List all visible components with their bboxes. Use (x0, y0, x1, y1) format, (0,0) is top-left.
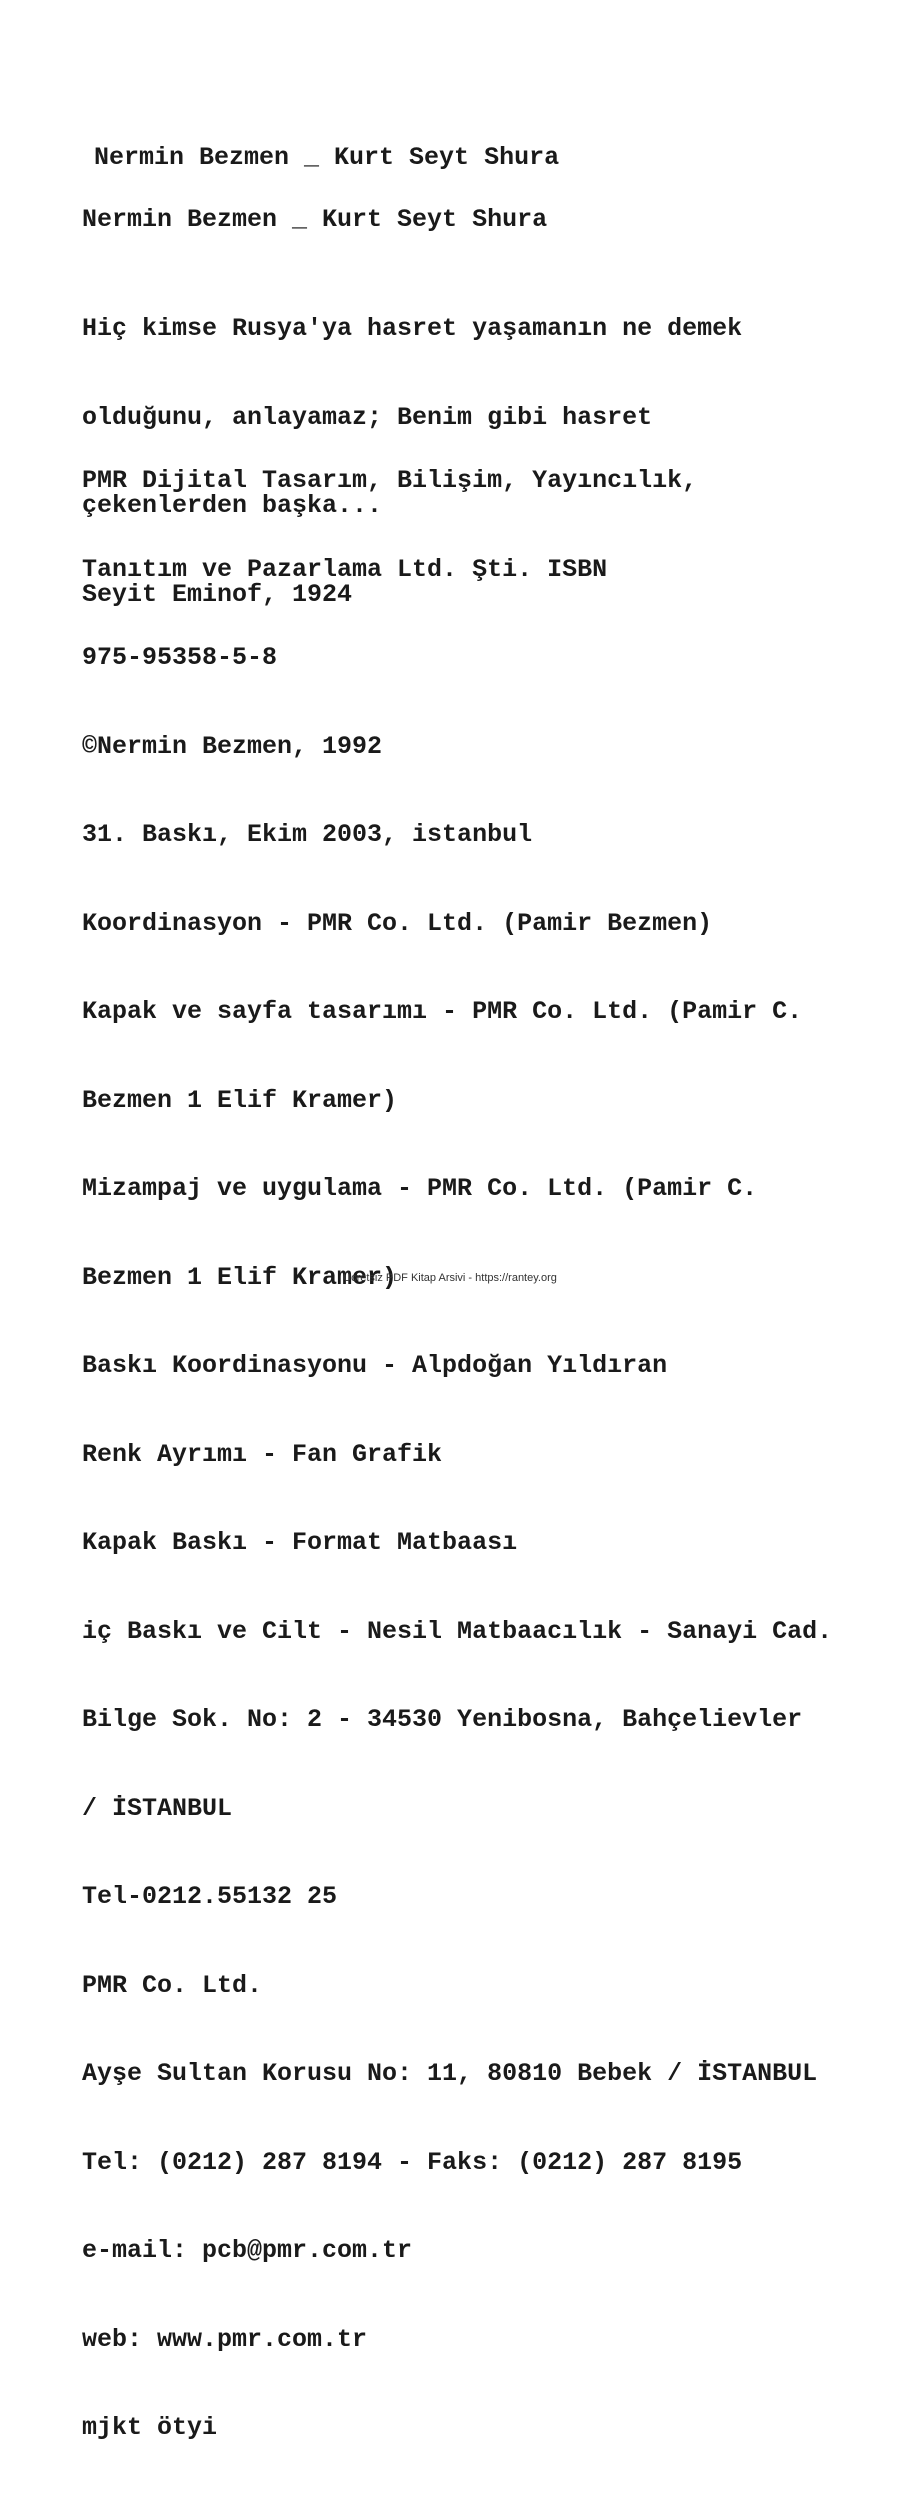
colophon-line: / İSTANBUL (82, 1793, 233, 1823)
colophon-line: mjkt ötyi (82, 2413, 218, 2442)
quote-line: çekenlerden başka... (82, 491, 383, 520)
colophon-line: Renk Ayrımı - Fan Grafik (82, 1439, 443, 1469)
colophon-line: Bezmen 1 Elif Kramer) (82, 1262, 398, 1292)
colophon-line: Kapak ve sayfa tasarımı - PMR Co. Ltd. (Pamir C. (82, 997, 803, 1026)
colophon-line: Koordinasyon - PMR Co. Ltd. (Pamir Bezmen) (82, 908, 713, 938)
publisher-address: Ayşe Sultan Korusu No: 11, 80810 Bebek / İSTANBUL (82, 2059, 818, 2088)
colophon-line: Kapak Baskı - Format Matbaası (82, 1528, 518, 1557)
colophon-line: PMR Dijital Tasarım, Bilişim, Yayıncılık, (82, 466, 698, 495)
email: e-mail: pcb@pmr.com.tr (82, 2236, 413, 2265)
copyright: ©Nermin Bezmen, 1992 (82, 731, 383, 761)
colophon-line: Baskı Koordinasyonu - Alpdoğan Yıldıran (82, 1351, 668, 1380)
phone: Tel-0212.55132 25 (82, 1882, 338, 1911)
footer-source: Ücretsiz PDF Kitap Arsivi - https://rantey.org (343, 1272, 557, 1284)
edition: 31. Baskı, Ekim 2003, istanbul (82, 820, 533, 849)
header-title: Nermin Bezmen _ Kurt Seyt Shura (94, 143, 560, 172)
publisher-name: PMR Co. Ltd. (82, 1970, 263, 2000)
colophon-line: iç Baskı ve Cilt - Nesil Matbaacılık - Sanayi Cad. (82, 1616, 833, 1646)
quote-attribution: Seyit Eminof, 1924 (82, 579, 353, 609)
colophon-line: Mizampaj ve uygulama - PMR Co. Ltd. (Pamir C. (82, 1174, 758, 1203)
colophon-line: Bezmen 1 Elif Kramer) (82, 1085, 398, 1115)
phone-fax: Tel: (0212) 287 8194 - Faks: (0212) 287 8195 (82, 2147, 743, 2177)
isbn: 975-95358-5-8 (82, 643, 278, 672)
quote-line: Hiç kimse Rusya'ya hasret yaşamanın ne demek (82, 314, 743, 343)
colophon-line: Tanıtım ve Pazarlama Ltd. Şti. ISBN (82, 554, 608, 584)
quote-line: olduğunu, anlayamaz; Benim gibi hasret (82, 402, 653, 432)
colophon-line: Bilge Sok. No: 2 - 34530 Yenibosna, Bahçelievler (82, 1705, 803, 1734)
website: web: www.pmr.com.tr (82, 2324, 368, 2354)
colophon (82, 408, 832, 2502)
document-title: Nermin Bezmen _ Kurt Seyt Shura (82, 205, 548, 234)
